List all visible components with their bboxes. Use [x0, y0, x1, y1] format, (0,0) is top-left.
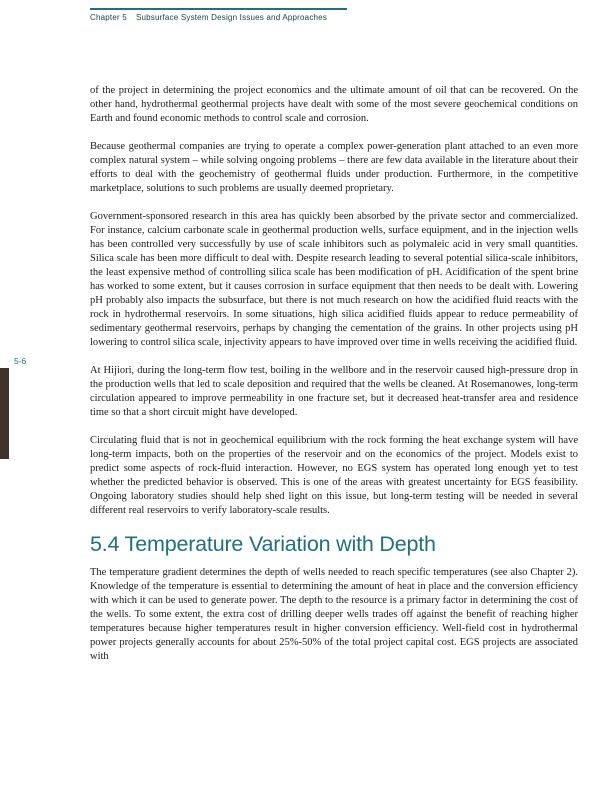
- paragraph: of the project in determining the project economics and the ultimate amount of oil that can be recovered. On the other hand, hydrothermal geothermal projects have dealt with some of the most severe geochemical conditions on Earth and found economic methods to control scale and corrosion.: [90, 85, 578, 124]
- running-header: [90, 13, 327, 22]
- paragraph: At Hijiori, during the long-term flow test, boiling in the wellbore and in the reservoir caused high-pressure drop in the production wells that led to scale deposition and required that the wells be cleaned. At Rosemanowes, long-term circulation appeared to improve permeability in one fracture set, but it decreased heat-transfer area and residence time so that a short circuit might have developed.: [90, 365, 578, 418]
- chapter-title: Subsurface System Design Issues and Approaches: [135, 13, 328, 22]
- paragraph: Circulating fluid that is not in geochemical equilibrium with the rock forming the heat exchange system will have long-term impacts, both on the properties of the reservoir and on the economics of the project. Models exist to predict some aspects of rock-fluid interaction. However, no EGS system has operated long enough yet to test whether the predicted behavior is observed. This is one of the areas with greatest uncertainty for EGS feasibility. Ongoing laboratory studies should help shed light on this issue, but long-term testing will be needed in several different real reservoirs to verify laboratory-scale results.: [90, 435, 578, 516]
- paragraph: The temperature gradient determines the depth of wells needed to reach specific temperatures (see also Chapter 2). Knowledge of the temperature is essential to determining the amount of heat in place and the conversion efficiency with which it can be used to generate power. The depth to the resource is a primary factor in determining the cost of the wells. To some extent, the extra cost of drilling deeper wells trades off against the benefit of reaching higher temperatures because higher temperatures result in higher conversion efficiency. Well-field cost in hydrothermal power projects generally accounts for about 25%-50% of the total project capital cost. EGS projects are associated with: [90, 567, 578, 662]
- section-heading: 5.4 Temperature Variation with Depth: [90, 532, 436, 556]
- header-rule: [90, 8, 347, 10]
- paragraph: Because geothermal companies are trying to operate a complex power-generation plant attached to an even more complex natural system – while solving ongoing problems – there are few data available in the literature about their efforts to deal with the geochemistry of geothermal fluids under production. Furthermore, in the competitive marketplace, solutions to such problems are usually deemed proprietary.: [90, 141, 578, 194]
- body-content: [90, 84, 578, 678]
- page-edge-tab: [0, 368, 9, 459]
- chapter-label: Chapter 5: [90, 13, 127, 22]
- paragraph: Government-sponsored research in this area has quickly been absorbed by the private sector and commercialized. For instance, calcium carbonate scale in geothermal production wells, surface equipment, and in the injection wells has been controlled very successfully by use of scale inhibitors such as polymaleic acid in very small quantities. Silica scale has been more difficult to deal with. Despite research leading to several potential silica-scale inhibitors, the least expensive method of controlling silica scale has been modification of pH. Acidification of the spent brine has worked to some extent, but it causes corrosion in surface equipment that then needs to be dealt with. Lowering pH probably also impacts the subsurface, but there is not much research on how the acidified fluid reacts with the rock in hydrothermal reservoirs. In some situations, high silica acidified fluids appear to reduce permeability of sedimentary geothermal reservoirs, perhaps by changing the cementation of the grains. In other projects using pH lowering to control silica scale, injectivity appears to have improved over time in wells receiving the acidified fluid.: [90, 211, 578, 348]
- page-number: 5-6: [14, 356, 27, 366]
